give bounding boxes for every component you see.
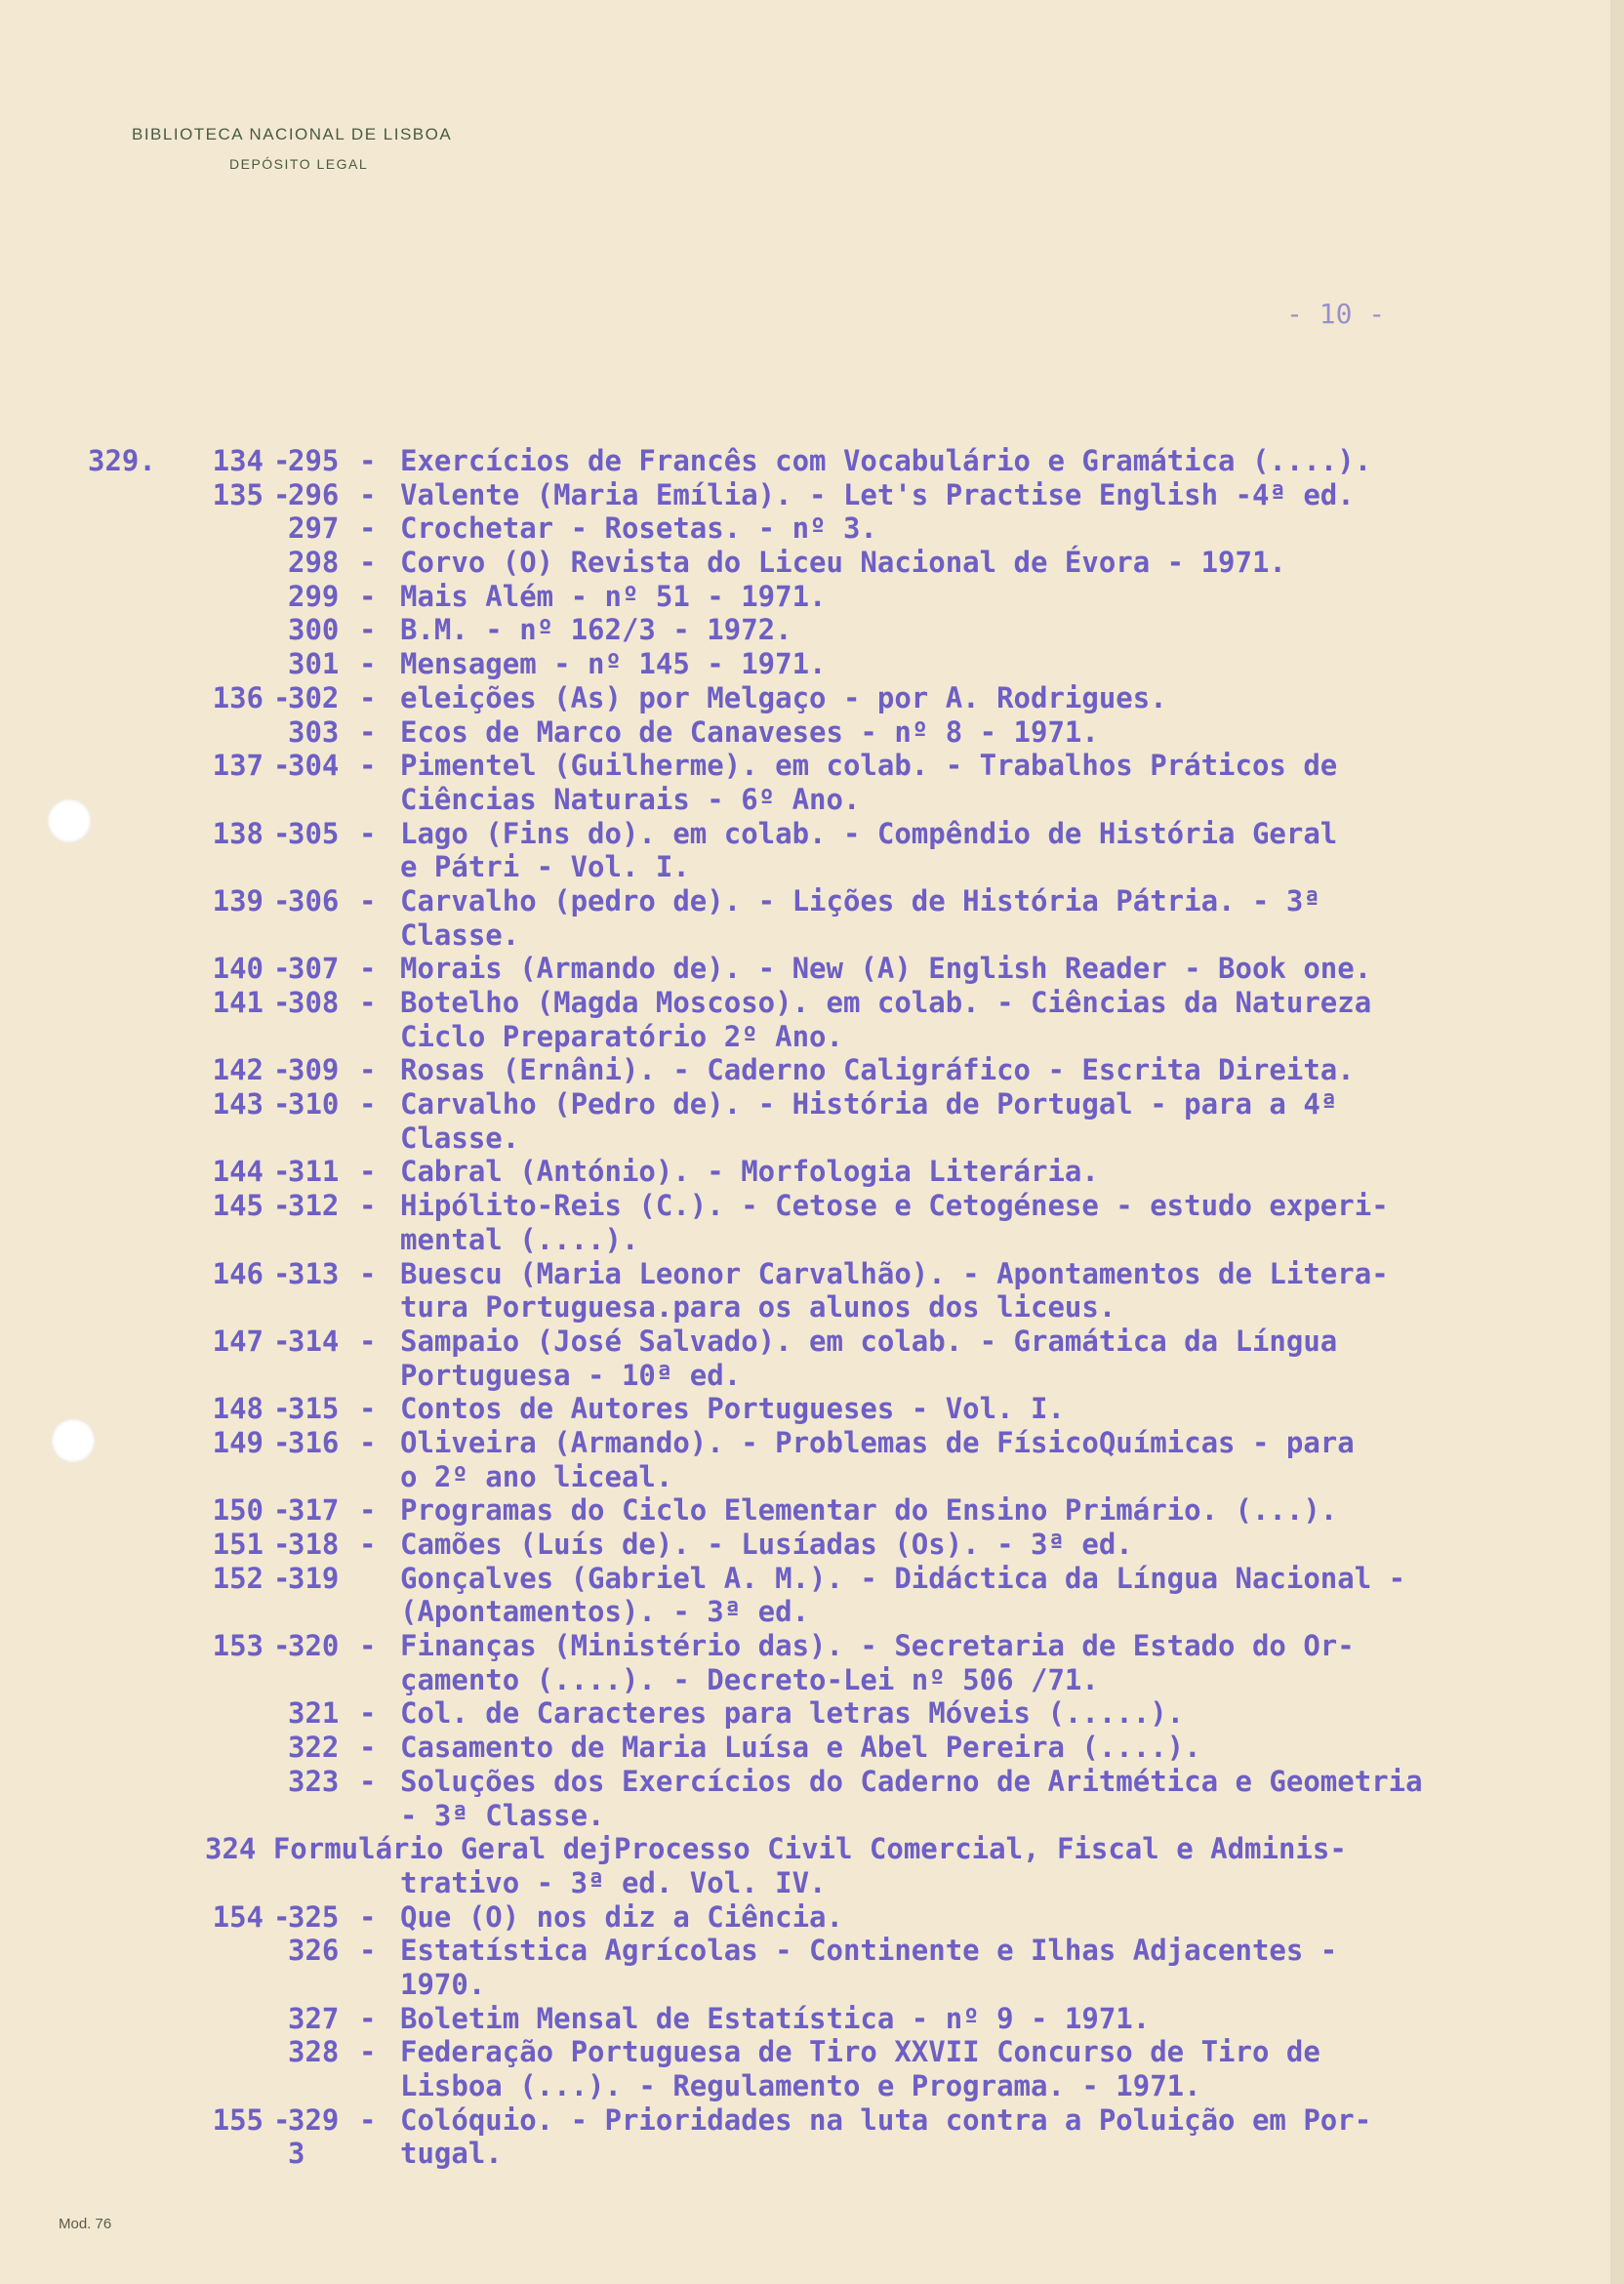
entry-row [0,1900,1624,1935]
entry-dash: - [273,1425,291,1459]
entry-dash: - [273,749,291,783]
entry-deposit-number: 295 [288,444,340,477]
entry-row [0,918,1624,953]
entry-row [0,1359,1624,1393]
entry-sequence-number: 134 [212,444,264,477]
entry-title: Corvo (O) Revista do Liceu Nacional de Évora - 1971. [400,546,1286,580]
entry-dash: - [359,613,377,647]
entry-row [0,1765,1624,1799]
entry-row [0,1629,1624,1663]
entry-row [0,1731,1624,1765]
entry-dash: - [359,647,377,681]
institution-name: BIBLIOTECA NACIONAL DE LISBOA [132,125,453,143]
entry-sequence-number: 139 [212,883,264,918]
entry-deposit-number: 329 [288,2102,340,2137]
entry-title: Ecos de Marco de Canaveses - nº 8 - 1971. [400,714,1099,749]
entry-row [0,1122,1624,1156]
entry-title: Oliveira (Armando). - Problemas de FísicoQuímicas - para [400,1425,1355,1459]
entry-title: Sampaio (José Salvado). em colab. - Gramática da Língua [400,1324,1338,1358]
entry-row [0,1290,1624,1325]
entry-row [0,511,1624,546]
entry-sequence-number: 148 [212,1392,264,1426]
entry-title: Classe. [400,918,520,952]
entry-row [0,2002,1624,2036]
entry-deposit-number: 317 [288,1493,340,1528]
entry-dash: - [359,579,377,613]
entry-dash: - [273,444,291,477]
entry-deposit-number: 315 [288,1392,340,1426]
entry-dash: - [273,2102,291,2137]
entry-dash: - [273,1561,291,1595]
entry-row [0,580,1624,614]
entry-title: Lisboa (...). - Regulamento e Programa. - 1971. [400,2069,1201,2102]
entry-dash: - [359,680,377,714]
entry-title: Classe. [400,1121,520,1155]
entry-title: (Apontamentos). - 3ª ed. [400,1595,810,1629]
entry-title: Que (O) nos diz a Ciência. [400,1899,843,1934]
entry-row [0,1866,1624,1900]
entry-dash: - [359,1899,377,1934]
entry-title: 1970. [400,1967,486,2001]
entry-deposit-number: 299 [288,579,340,613]
entry-row [0,444,1624,478]
entry-dash: - [273,1189,291,1223]
entry-dash: - [273,1493,291,1528]
entry-row [0,850,1624,884]
entry-title: Finanças (Ministério das). - Secretaria de Estado do Or- [400,1629,1355,1663]
entry-title: çamento (....). - Decreto-Lei nº 506 /71. [400,1662,1099,1696]
entry-row [0,681,1624,715]
entry-deposit-number: 320 [288,1629,340,1663]
entry-deposit-number: 314 [288,1324,340,1358]
entry-dash: - [273,1256,291,1290]
entry-row [0,1799,1624,1833]
entry-sequence-number: 135 [212,477,264,511]
entry-title: Gonçalves (Gabriel A. M.). - Didáctica da Língua Nacional - [400,1561,1406,1595]
entry-title: Programas do Ciclo Elementar do Ensino Primário. (...). [400,1493,1338,1528]
entry-dash: - [359,1934,377,1968]
entry-dash: - [359,477,377,511]
entry-title: Carvalho (pedro de). - Lições de História Pátria. - 3ª [400,883,1320,918]
entry-row [0,1426,1624,1460]
entry-title: mental (....). [400,1222,639,1256]
entry-deposit-number: 297 [288,511,340,546]
entry-deposit-number: 312 [288,1189,340,1223]
entry-title: Lago (Fins do). em colab. - Compêndio de História Geral [400,816,1338,850]
entry-dash: - [273,1392,291,1426]
entry-title: Hipólito-Reis (C.). - Cetose e Cetogénese - estudo experi- [400,1189,1389,1223]
entry-deposit-number: 305 [288,816,340,850]
entry-row [0,749,1624,783]
entry-deposit-number: 318 [288,1528,340,1561]
entry-dash: - [359,883,377,918]
entry-title: Cabral (António). - Morfologia Literária. [400,1155,1099,1189]
entry-deposit-number: 328 [288,2035,340,2069]
entry-dash: - [359,1087,377,1122]
entry-dash: - [273,1053,291,1087]
entry-dash: - [359,952,377,986]
entry-row [0,1087,1624,1122]
entry-dash: - [359,2035,377,2069]
entry-row [0,1595,1624,1629]
entry-title: Ciclo Preparatório 2º Ano. [400,1019,843,1053]
entry-deposit-number: 322 [288,1731,340,1765]
entry-title: Soluções dos Exercícios do Caderno de Aritmética e Geometria [400,1764,1423,1798]
entry-title: Crochetar - Rosetas. - nº 3. [400,511,877,546]
entry-row [0,817,1624,851]
entry-deposit-number: 303 [288,714,340,749]
entry-dash: - [359,714,377,749]
entry-deposit-number: 300 [288,613,340,647]
entry-title: Pimentel (Guilherme). em colab. - Trabalhos Práticos de [400,749,1338,783]
entry-dash: - [273,680,291,714]
entry-title: Valente (Maria Emília). - Let's Practise English -4ª ed. [400,477,1355,511]
entry-sequence-number: 136 [212,680,264,714]
entry-title: Estatística Agrícolas - Continente e Ilhas Adjacentes - [400,1934,1338,1968]
entry-row [0,647,1624,681]
entry-row [0,1832,1624,1866]
entry-row [0,1325,1624,1359]
entry-row [0,1968,1624,2002]
entry-dash: - [359,1324,377,1358]
entry-sequence-number: 146 [212,1256,264,1290]
entry-deposit-number: 325 [288,1899,340,1934]
entry-title: eleições (As) por Melgaço - por A. Rodrigues. [400,680,1167,714]
entry-dash: - [359,2102,377,2137]
entry-dash: - [273,883,291,918]
entry-title: Contos de Autores Portugueses - Vol. I. [400,1392,1065,1426]
entry-title: B.M. - nº 162/3 - 1972. [400,613,792,647]
entry-row [0,2069,1624,2103]
entry-dash: - [359,1392,377,1426]
entry-title: Morais (Armando de). - New (A) English Reader - Book one. [400,952,1372,986]
entry-deposit-number: 308 [288,986,340,1019]
entry-dash: - [359,1189,377,1223]
entry-deposit-number: 298 [288,546,340,580]
entry-dash: - [359,1629,377,1663]
entry-sequence-number: 149 [212,1425,264,1459]
entry-deposit-number: 301 [288,647,340,681]
entry-dash: - [359,2001,377,2035]
entry-deposit-number: 302 [288,680,340,714]
entry-row [0,1493,1624,1528]
entry-row [0,1155,1624,1189]
entry-title: Buescu (Maria Leonor Carvalhão). - Apontamentos de Litera- [400,1256,1389,1290]
entry-row [0,1696,1624,1731]
entry-dash: - [359,1696,377,1731]
entry-sequence-number: 150 [212,1493,264,1528]
entry-dash: - [273,477,291,511]
entry-title: Boletim Mensal de Estatística - nº 9 - 1971. [400,2001,1151,2035]
entry-title: - 3ª Classe. [400,1798,605,1832]
entry-deposit-number: 313 [288,1256,340,1290]
entry-sequence-number: 153 [212,1629,264,1663]
entry-dash: - [273,1155,291,1189]
entry-sequence-number: 144 [212,1155,264,1189]
entry-title: Portuguesa - 10ª ed. [400,1358,742,1392]
entry-dash: - [359,546,377,580]
entry-title: Exercícios de Francês com Vocabulário e Gramática (....). [400,444,1372,477]
entry-dash: - [359,1256,377,1290]
form-number: Mod. 76 [59,2216,112,2232]
entry-title: Colóquio. - Prioridades na luta contra a Poluição em Por- [400,2102,1372,2137]
entry-row [0,1053,1624,1087]
entry-deposit-number: 310 [288,1087,340,1122]
entry-row [0,783,1624,817]
department-name: DEPÓSITO LEGAL [229,156,369,172]
entry-row [0,715,1624,750]
entry-deposit-number: 323 [288,1764,340,1798]
entry-dash: - [359,986,377,1019]
entry-dash: - [359,1493,377,1528]
entry-title: Mensagem - nº 145 - 1971. [400,647,827,681]
entry-dash: - [273,1528,291,1561]
entry-dash: - [359,444,377,477]
entry-deposit-number: 304 [288,749,340,783]
entry-sequence-number: 141 [212,986,264,1019]
entry-row [0,1257,1624,1291]
entry-row [0,2137,1624,2171]
entry-title: Camões (Luís de). - Lusíadas (Os). - 3ª ed. [400,1528,1133,1561]
entry-deposit-number: 306 [288,883,340,918]
entry-row [0,1223,1624,1257]
entry-row [0,546,1624,580]
entry-deposit-number: 309 [288,1053,340,1087]
entry-title: Federação Portuguesa de Tiro XXVII Concurso de Tiro de [400,2035,1320,2069]
entry-dash: - [359,1528,377,1561]
entry-sequence-number: 145 [212,1189,264,1223]
entry-dash: - [273,1324,291,1358]
entry-dash: - [359,1053,377,1087]
entry-row [0,613,1624,647]
entry-row [0,1663,1624,1697]
entry-row [0,1934,1624,1968]
entry-title: 324 Formulário Geral dejProcesso Civil Comercial, Fiscal e Adminis- [205,1832,1347,1866]
page-number: - 10 - [1286,298,1386,330]
entry-sequence-number: 140 [212,952,264,986]
entry-sequence-number: 138 [212,816,264,850]
entry-dash: - [273,1087,291,1122]
entry-row [0,884,1624,918]
entry-row [0,2035,1624,2069]
entry-title: e Pátri - Vol. I. [400,850,690,884]
entry-dash: - [273,1629,291,1663]
entry-deposit-number: 311 [288,1155,340,1189]
entry-row [0,1189,1624,1223]
entry-row [0,986,1624,1020]
entry-title: Mais Além - nº 51 - 1971. [400,579,827,613]
entry-dash: - [273,986,291,1019]
entry-sequence-number: 155 [212,2102,264,2137]
entry-title: o 2º ano liceal. [400,1459,673,1493]
entry-row [0,478,1624,512]
entry-deposit-number: 307 [288,952,340,986]
entry-deposit-number: 296 [288,477,340,511]
entry-dash: - [359,511,377,546]
entry-row [0,952,1624,986]
entry-sequence-number: 154 [212,1899,264,1934]
entry-title: tugal. [400,2137,503,2171]
entry-sequence-number: 151 [212,1528,264,1561]
entry-row [0,1460,1624,1494]
entry-dash: - [273,816,291,850]
entry-title: Casamento de Maria Luísa e Abel Pereira (....). [400,1731,1201,1765]
entry-row [0,1562,1624,1596]
entry-sequence-number: 152 [212,1561,264,1595]
entry-prefix-number: 329. [88,444,156,477]
entry-sequence-number: 143 [212,1087,264,1122]
entry-dash: - [359,1425,377,1459]
deposit-entries [0,444,1624,2171]
entry-deposit-number: 327 [288,2001,340,2035]
entry-dash: - [273,952,291,986]
entry-row [0,2103,1624,2138]
entry-dash: - [359,749,377,783]
letterhead [132,125,452,172]
entry-title: trativo - 3ª ed. Vol. IV. [400,1865,827,1899]
entry-title: Rosas (Ernâni). - Caderno Caligráfico - Escrita Direita. [400,1053,1355,1087]
entry-deposit-number: 319 [288,1561,340,1595]
entry-deposit-number: 316 [288,1425,340,1459]
entry-deposit-number: 321 [288,1696,340,1731]
entry-sequence-number: 137 [212,749,264,783]
entry-dash: - [359,1764,377,1798]
entry-row [0,1020,1624,1054]
entry-title: Col. de Caracteres para letras Móveis (.....). [400,1696,1185,1731]
entry-title: Ciências Naturais - 6º Ano. [400,782,861,816]
entry-sequence-number: 147 [212,1324,264,1358]
entry-deposit-number: 326 [288,1934,340,1968]
entry-title: tura Portuguesa.para os alunos dos liceus. [400,1290,1116,1325]
entry-dash: - [359,1731,377,1765]
entry-dash: - [359,1155,377,1189]
entry-row [0,1392,1624,1426]
entry-dash: - [273,1899,291,1934]
entry-title: Carvalho (Pedro de). - História de Portugal - para a 4ª [400,1087,1338,1122]
entry-row [0,1528,1624,1562]
entry-sequence-number: 142 [212,1053,264,1087]
entry-deposit-number: 3 [288,2137,305,2171]
entry-dash: - [359,816,377,850]
entry-title: Botelho (Magda Moscoso). em colab. - Ciências da Natureza [400,986,1372,1019]
